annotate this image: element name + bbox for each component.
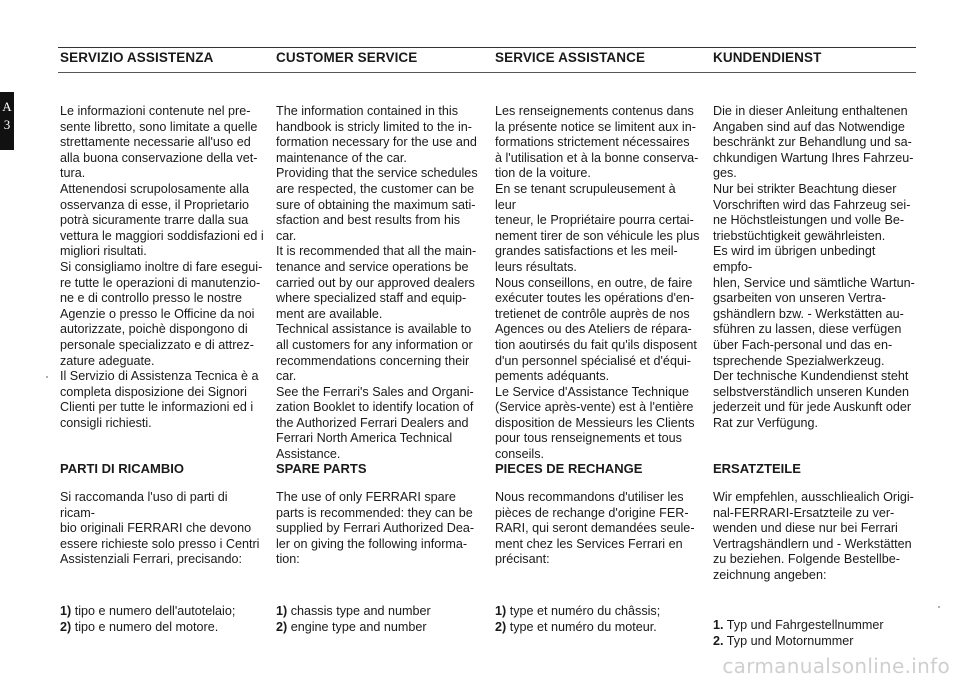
- top-rule: [58, 47, 916, 48]
- parts-body-text: Nous recommandons d'utiliser les pièces de rechange d'origine FER- RARI, qui seront demandées seule- ment chez les Services Ferrari en précisant:: [495, 490, 695, 567]
- list-item: 2) type et numéro du moteur.: [495, 620, 657, 634]
- column-german: [713, 50, 918, 431]
- column-body-text: Les renseignements contenus dans la présente notice se limitent aux in- formations strictement nécessaires à l'utilisation et à la bonne conserva- tion de la voiture. En se tenant scrupuleusement à leur teneur, le Propriétaire pourra certai- nement tirer de son véhicule les plus grandes satisfactions et les meil- leurs résultats. Nous conseillons, en outre, de faire exécuter toutes les opérations d'en- tretienet de contrôle auprès de nos Agences ou des Ateliers de répara- tion aoutirsés du fait qu'ils disposent d'un personnel spécialisé et d'équi- pements adéquants. Le Service d'Assistance Technique (Service après-vente) est à l'entière disposition de Messieurs les Clients pour tous renseignements et tous conseils.: [495, 104, 700, 462]
- list-item: 1) chassis type and number: [276, 604, 431, 618]
- section-tab: [0, 92, 14, 150]
- list-item: 2) engine type and number: [276, 620, 427, 634]
- parts-heading: SPARE PARTS: [276, 461, 367, 476]
- parts-heading: ERSATZTEILE: [713, 461, 801, 476]
- parts-list: [276, 603, 481, 635]
- parts-heading: PARTI DI RICAMBIO: [60, 461, 184, 476]
- column-body-text: The information contained in this handbook is stricly limited to the in- formation necessary for the use and maintenance of the car. Providing that the service schedules are respected, the customer can be sure of obtaining the maximum sati- sfaction and best results from his car. It is recommended that all the main- tenance and service operations be carried out by our approved dealers where specialized staff and equip- ment are available. Technical assistance is available to all customers for any information or recommendations concerning their car. See the Ferrari's Sales and Organi- zation Booklet to identify location of the Authorized Ferrari Dealers and Ferrari North America Technical Assistance.: [276, 104, 478, 462]
- parts-heading: PIECES DE RECHANGE: [495, 461, 643, 476]
- column-heading: SERVIZIO ASSISTENZA: [60, 50, 214, 65]
- section-tab-letter: A: [2, 99, 12, 114]
- list-item: 1) type et numéro du châssis;: [495, 604, 661, 618]
- column-heading: SERVICE ASSISTANCE: [495, 50, 646, 65]
- column-italian: [60, 50, 265, 431]
- parts-body-text: Si raccomanda l'uso di parti di ricam- bio originali FERRARI che devono essere richieste solo presso i Centri Assistenziali Ferrari, precisando:: [60, 490, 260, 567]
- column-english: [276, 50, 481, 463]
- list-item: 1) tipo e numero dell'autotelaio;: [60, 604, 236, 618]
- scan-speck: [46, 376, 48, 378]
- column-body-text: Le informazioni contenute nel pre- sente libretto, sono limitate a quelle strettamente necessarie all'uso ed alla buona conservazione della vet- tura. Attenendosi scrupolosamente alla osservanza di esse, il Proprietario potrà sicuramente trarre dalla sua vettura le maggiori soddisfazioni ed i migliori risultati. Si consigliamo inoltre di fare esegui- re tutte le operazioni di manutenzio- ne e di controllo presso le nostre Agenzie o presso le Officine da noi autorizzate, poichè dispongono di personale specializzato e di attrez- zature adeguate. Il Servizio di Assistenza Tecnica è a completa disposizione dei Signori Clienti per tutte le informazioni ed i consigli richiesti.: [60, 104, 264, 430]
- parts-body-text: Wir empfehlen, ausschliealich Origi- nal-FERRARI-Ersatzteile zu ver- wenden und diese nur bei Ferrari Vertragshändlern und - Werkstätten zu beziehen. Folgende Bestellbe- zeichnung angeben:: [713, 490, 914, 582]
- list-item: 2) tipo e numero del motore.: [60, 620, 219, 634]
- column-french: [495, 50, 700, 463]
- parts-body-text: The use of only FERRARI spare parts is recommended: they can be supplied by Ferrari Authorized Dea- ler on giving the following informa- tion:: [276, 490, 475, 567]
- scan-speck: [938, 606, 940, 608]
- parts-list: [713, 617, 918, 649]
- column-heading: KUNDENDIENST: [713, 50, 822, 65]
- list-item: 2. Typ und Motornummer: [713, 634, 854, 648]
- column-heading: CUSTOMER SERVICE: [276, 50, 418, 65]
- parts-list: [60, 603, 265, 635]
- column-body-text: Die in dieser Anleitung enthaltenen Angaben sind auf das Notwendige beschränkt zur Behandlung und sa- chkundigen Wartung Ihres Fahrzeu- ges. Nur bei strikter Beachtung dieser Vorschriften wird das Fahrzeug sei- ne Höchstleistungen und volle Be- triebstüchtigkeit gewährleisten. Es wird im übrigen unbedingt empfo- hlen, Service und sämtliche Wartun- gsarbeiten von unseren Vertra- gshändlern bzw. - Werkstätten au- sführen zu lassen, diese verfügen über Fach-personal und das en- tsprechende Spezialwerkzeug. Der technische Kundendienst steht selbstverständlich unseren Kunden jederzeit und für jede Auskunft oder Rat zur Verfügung.: [713, 104, 915, 430]
- watermark: carmanualsonline.info: [722, 654, 950, 678]
- parts-list: [495, 603, 700, 635]
- list-item: 1. Typ und Fahrgestellnummer: [713, 618, 884, 632]
- section-tab-number: 3: [3, 117, 11, 132]
